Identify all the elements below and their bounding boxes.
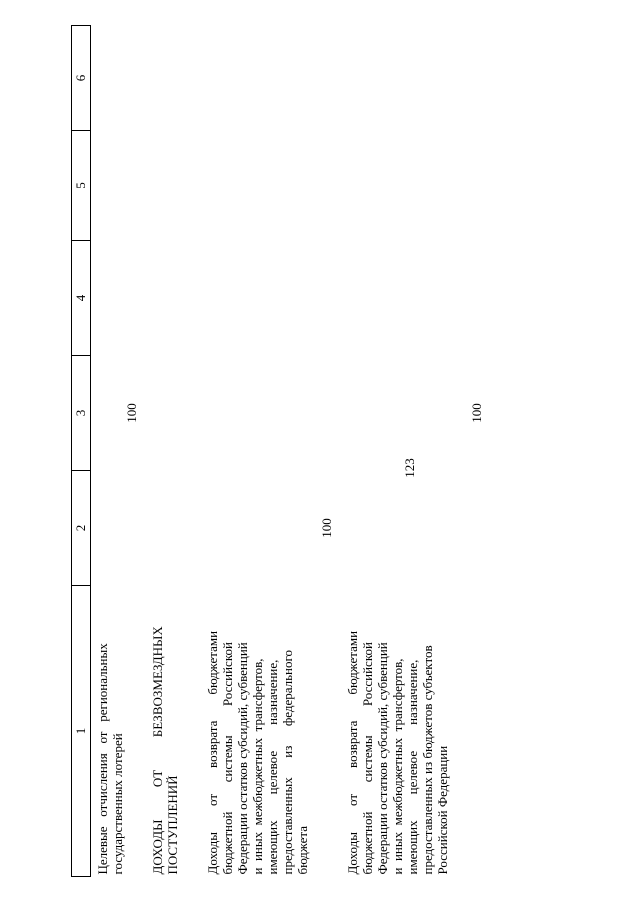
- row-value-col6: [201, 26, 341, 131]
- row-name-line: и иных межбюджетных трансфертов,: [389, 658, 405, 875]
- row-value-col4: [201, 241, 341, 356]
- row-name-line: предоставленных из бюджетов субъектов: [419, 645, 435, 875]
- row-value-col3: [146, 356, 201, 471]
- row-value-col2: [91, 471, 146, 586]
- row-name-line: Доходы от возврата бюджетами: [344, 630, 360, 875]
- row-value-col4: [341, 241, 491, 356]
- row-value-col6: [341, 26, 491, 131]
- row-name-line: Доходы от возврата бюджетами: [204, 630, 220, 875]
- row-name-line: имеющих целевое назначение,: [264, 659, 280, 875]
- row-value-col5: [341, 131, 491, 241]
- page-number: 123: [402, 458, 417, 478]
- row-value-col5: [91, 131, 146, 241]
- row-value-col3: [201, 356, 341, 471]
- row-name-line: предоставленных из федерального: [279, 649, 295, 875]
- table-row: [341, 26, 491, 877]
- row-value-col6: [91, 26, 146, 131]
- row-name-line: Целевые отчисления от региональных: [95, 643, 110, 875]
- row-value-col5: [201, 131, 341, 241]
- row-name-line: и иных межбюджетных трансфертов,: [249, 658, 265, 875]
- row-value-col3: 100: [123, 403, 139, 423]
- header-col-6: 6: [72, 26, 91, 131]
- row-name-line: имеющих целевое назначение,: [404, 659, 420, 875]
- row-value-col6: [146, 26, 201, 131]
- row-value-col5: [146, 131, 201, 241]
- row-name-line: ПОСТУПЛЕНИЙ: [164, 775, 180, 875]
- header-col-3: 3: [72, 356, 91, 471]
- row-value-col2: [341, 471, 491, 586]
- row-name-cell: [341, 586, 491, 877]
- row-value-col2: [146, 471, 201, 586]
- row-value-col4: [91, 241, 146, 356]
- row-name-cell: [146, 586, 201, 877]
- table-row: [201, 26, 341, 877]
- row-name-line: Федерации остатков субсидий, субвенций: [374, 642, 390, 875]
- table-row: [146, 26, 201, 877]
- row-value-col2: 100: [318, 518, 334, 538]
- row-name-line: государственных лотерей: [110, 733, 125, 875]
- header-col-1: 1: [72, 586, 91, 877]
- row-value-col3: 100: [468, 403, 484, 423]
- row-name-line: бюджетной системы Российской: [219, 642, 235, 875]
- row-name-line: ДОХОДЫ ОТ БЕЗВОЗМЕЗДНЫХ: [149, 626, 165, 875]
- row-name-cell: [201, 586, 341, 877]
- table-row: [91, 26, 146, 877]
- row-name-line: Российской Федерации: [434, 745, 450, 875]
- data-table: [71, 25, 491, 877]
- rotated-table-container: [71, 32, 591, 877]
- table-header-row: [72, 26, 91, 877]
- row-name-line: Федерации остатков субсидий, субвенций: [234, 642, 250, 875]
- header-col-5: 5: [72, 131, 91, 241]
- row-name-line: бюджета: [294, 826, 310, 875]
- row-value-col4: [146, 241, 201, 356]
- row-name-cell: [91, 586, 146, 877]
- header-col-2: 2: [72, 471, 91, 586]
- row-name-line: бюджетной системы Российской: [359, 642, 375, 875]
- header-col-4: 4: [72, 241, 91, 356]
